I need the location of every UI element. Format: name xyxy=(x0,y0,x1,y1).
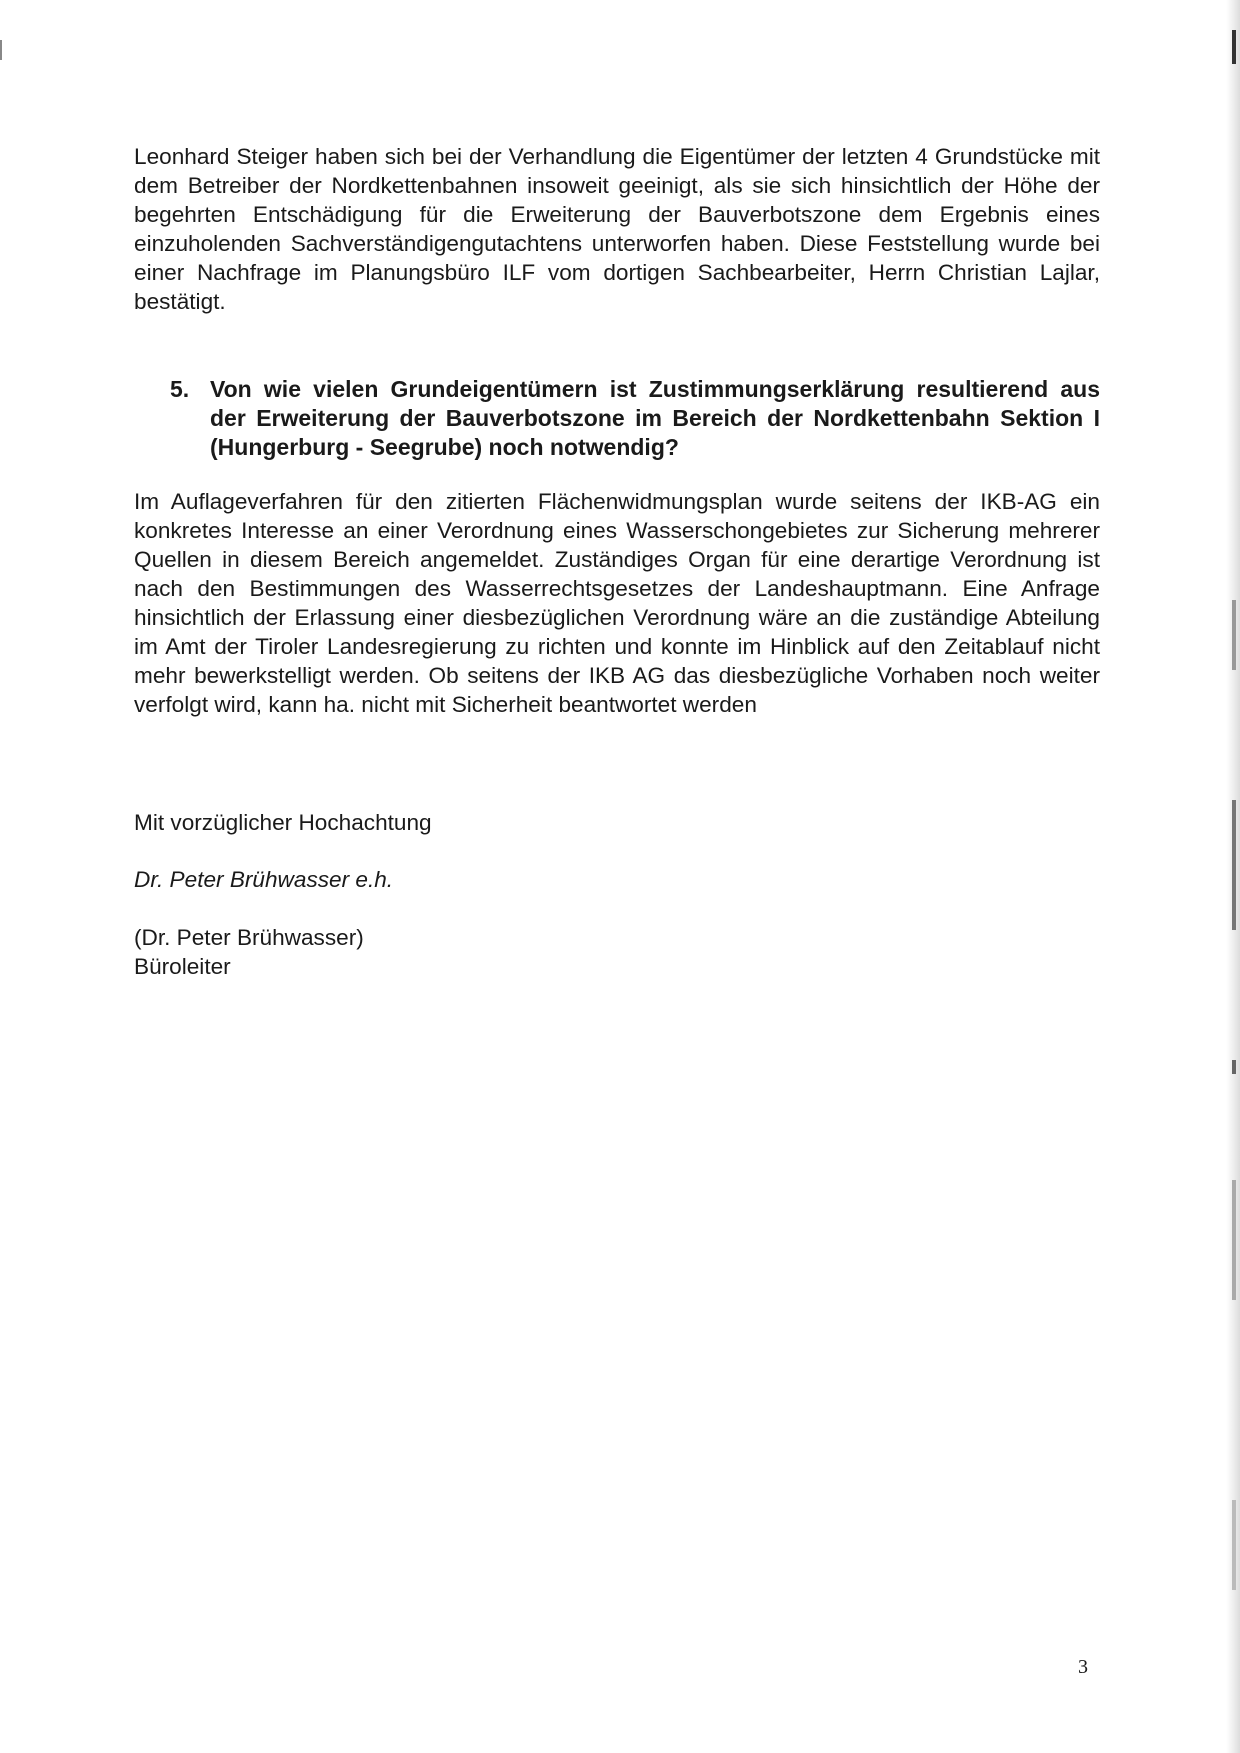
question-text: Von wie vielen Grundeigentümern ist Zustimmungserklärung resultierend aus der Erweiterung der Bauverbotszone im Bereich der Nordkettenbahn Sektion I (Hungerburg - Seegrube) noch notwendig? xyxy=(210,376,1100,460)
scan-mark xyxy=(1232,600,1236,670)
scan-mark xyxy=(1232,1180,1236,1300)
signatory-role: Büroleiter xyxy=(134,954,231,979)
scan-mark xyxy=(1232,30,1236,64)
scan-mark xyxy=(1232,1500,1236,1590)
page-number: 3 xyxy=(1078,1656,1088,1678)
question-heading xyxy=(170,375,1100,462)
scan-mark xyxy=(1232,800,1236,930)
body-paragraph-1: Leonhard Steiger haben sich bei der Verhandlung die Eigentümer der letzten 4 Grundstücke mit dem Betreiber der Nordkettenbahnen insoweit geeinigt, als sie sich hinsichtlich der Höhe der begehrten Entschädigung für die Erweiterung der Bauverbotszone dem Ergebnis eines einzuholenden Sachverständigengutachtens unterworfen haben. Diese Feststellung wurde bei einer Nachfrage im Planungsbüro ILF vom dortigen Sachbearbeiter, Herrn Christian Lajlar, bestätigt. xyxy=(134,144,1100,314)
scan-artifact-left xyxy=(0,40,2,60)
signature: Dr. Peter Brühwasser e.h. xyxy=(134,867,394,892)
scan-artifact-right-edge xyxy=(1226,0,1240,1753)
signatory-name: (Dr. Peter Brühwasser) xyxy=(134,925,364,950)
body-paragraph-2: Im Auflageverfahren für den zitierten Flächenwidmungsplan wurde seitens der IKB-AG ein konkretes Interesse an einer Verordnung eines Wasserschongebietes zur Sicherung mehrerer Quellen in diesem Bereich angemeldet. Zuständiges Organ für eine derartige Verordnung ist nach den Bestimmungen des Wasserrechtsgesetzes der Landeshauptmann. Eine Anfrage hinsichtlich der Erlassung einer diesbezüglichen Verordnung wäre an die zuständige Abteilung im Amt der Tiroler Landesregierung zu richten und konnte im Hinblick auf den Zeitablauf nicht mehr bewerkstelligt werden. Ob seitens der IKB AG das diesbezügliche Vorhaben noch weiter verfolgt wird, kann ha. nicht mit Sicherheit beantwortet werden xyxy=(134,489,1100,717)
scan-mark xyxy=(1232,1060,1236,1074)
closing-salutation: Mit vorzüglicher Hochachtung xyxy=(134,810,432,835)
question-number: 5. xyxy=(170,376,190,402)
